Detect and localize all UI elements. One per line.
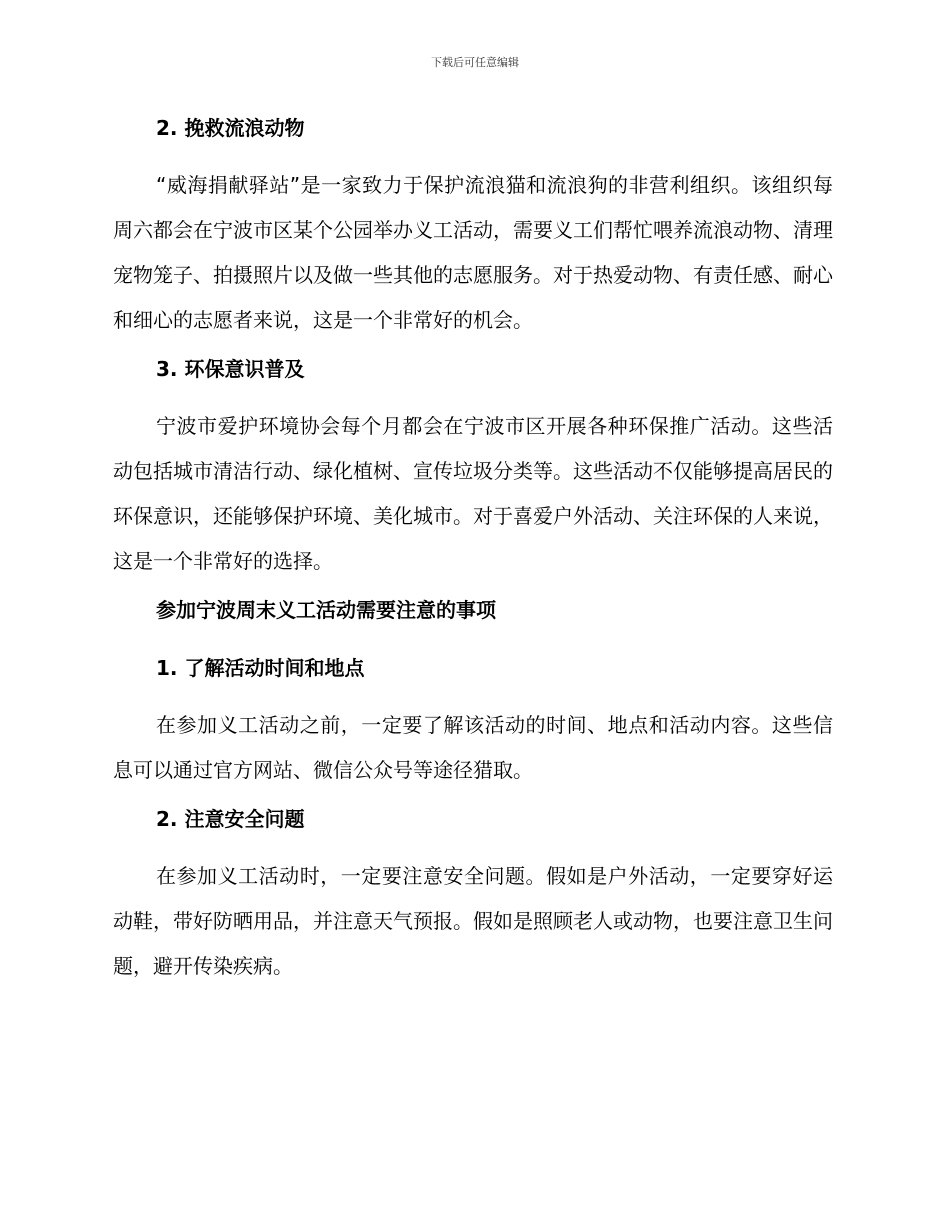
page-header: 下载后可任意编辑: [431, 56, 519, 69]
section-paragraph-time-location: 在参加义工活动之前，一定要了解该活动的时间、地点和活动内容。这些信息可以通过官方网站、微信公众号等途径猎取。: [113, 713, 833, 782]
section-paragraph-rescue-animals: “威海捐献驿站”是一家致力于保护流浪猫和流浪狗的非营利组织。该组织每周六都会在宁波市区某个公园举办义工活动，需要义工们帮忙喂养流浪动物、清理宠物笼子、拍摄照片以及做一些其他的志愿服务。对于热爱动物、有责任感、耐心和细心的志愿者来说，这是一个非常好的机会。: [113, 173, 833, 332]
section-heading-eco-awareness: 3. 环保意识普及: [156, 357, 305, 381]
section-heading-precautions: 参加宁波周末义工活动需要注意的事项: [156, 598, 496, 622]
document-body: [113, 108, 833, 989]
section-heading-rescue-animals: 2. 挽救流浪动物: [156, 116, 305, 140]
section-paragraph-eco-awareness: 宁波市爱护环境协会每个月都会在宁波市区开展各种环保推广活动。这些活动包括城市清洁行动、绿化植树、宣传垃圾分类等。这些活动不仅能够提高居民的环保意识，还能够保护环境、美化城市。对于喜爱户外活动、关注环保的人来说，这是一个非常好的选择。: [113, 414, 833, 573]
section-heading-safety: 2. 注意安全问题: [156, 807, 305, 831]
section-paragraph-safety: 在参加义工活动时，一定要注意安全问题。假如是户外活动，一定要穿好运动鞋，带好防晒用品，并注意天气预报。假如是照顾老人或动物，也要注意卫生问题，避开传染疾病。: [113, 864, 833, 978]
section-heading-time-location: 1. 了解活动时间和地点: [156, 656, 365, 680]
